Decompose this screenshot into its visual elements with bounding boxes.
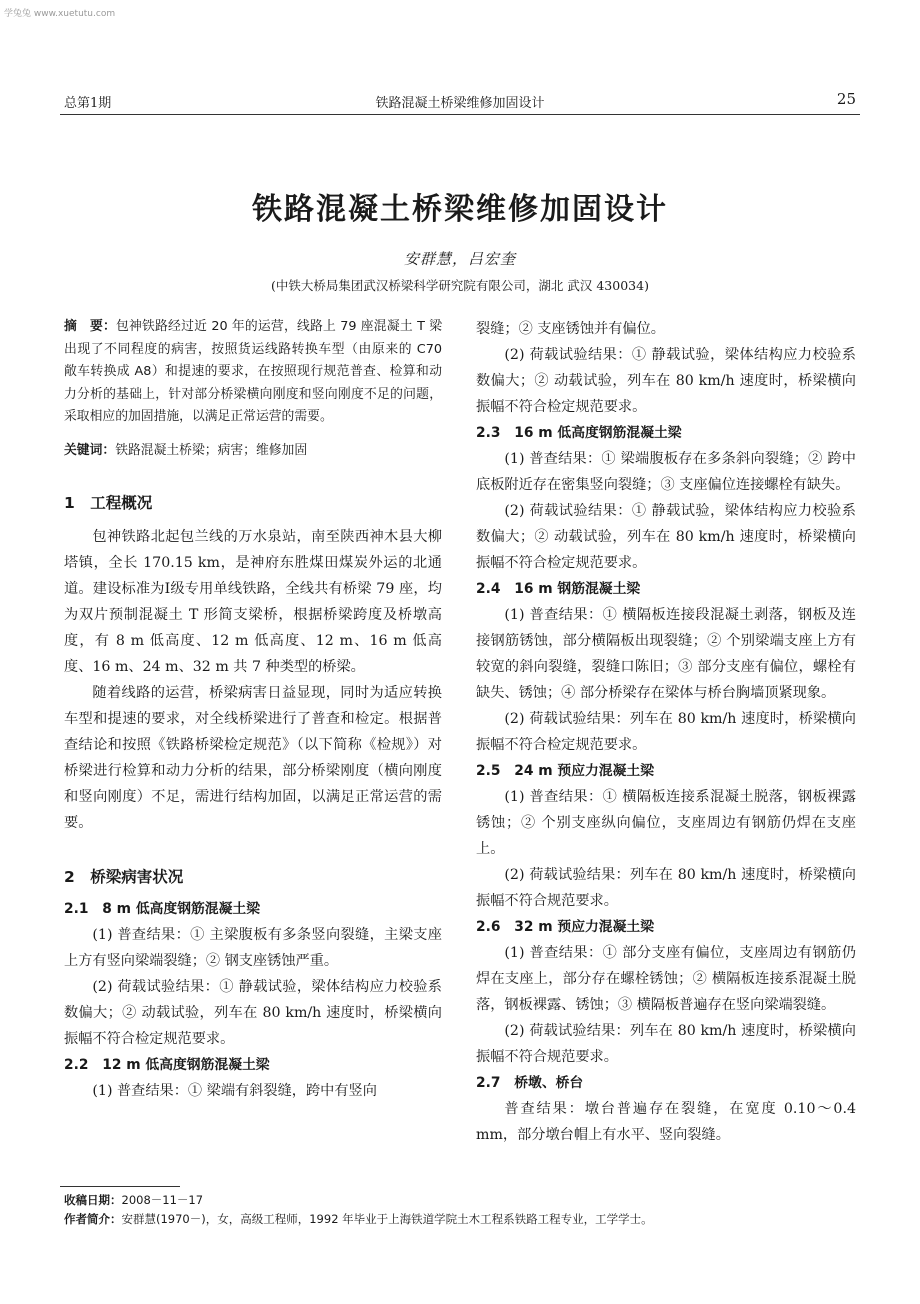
paper-title: 铁路混凝土桥梁维修加固设计 bbox=[252, 192, 668, 227]
section-2-heading: 2 桥梁病害状况 bbox=[64, 868, 184, 886]
header-rule bbox=[60, 114, 860, 115]
section-1-heading: 1 工程概况 bbox=[64, 494, 153, 512]
affiliation: (中铁大桥局集团武汉桥梁科学研究院有限公司，湖北 武汉 430034) bbox=[271, 278, 649, 293]
section-2-4-para-2: (2) 荷载试验结果：列车在 80 km/h 速度时，桥梁横向振幅不符合检定规范要求。 bbox=[476, 711, 856, 753]
watermark: 学兔兔 www.xuetutu.com bbox=[4, 9, 116, 19]
section-2-3-heading: 2.3 16 m 低高度钢筋混凝土梁 bbox=[476, 425, 682, 441]
section-2-3-para-1: (1) 普查结果：① 梁端腹板存在多条斜向裂缝；② 跨中底板附近存在密集竖向裂缝；③ 支座偏位连接螺栓有缺失。 bbox=[476, 451, 856, 493]
section-2-2-para-2: (2) 荷载试验结果：① 静载试验，梁体结构应力校验系数偏大；② 动载试验，列车在 80 km/h 速度时，桥梁横向振幅不符合检定规范要求。 bbox=[476, 347, 856, 415]
keywords-label: 关键词： bbox=[64, 442, 116, 458]
abstract-label: 摘 要： bbox=[64, 319, 117, 334]
left-column bbox=[64, 316, 442, 1104]
section-1-para-2: 随着线路的运营，桥梁病害日益显现，同时为适应转换车型和提速的要求，对全线桥梁进行了普查和检定。根据普查结论和按照《铁路桥梁检定规范》（以下简称《检规》）对桥梁进行检算和动力分析的结果，部分桥梁刚度（横向刚度和竖向刚度）不足，需进行结构加固，以满足正常运营的需要。 bbox=[64, 685, 442, 831]
received-label: 收稿日期： bbox=[64, 1193, 122, 1207]
section-1-para-1: 包神铁路北起包兰线的万水泉站，南至陕西神木县大柳塔镇，全长 170.15 km，是神府东胜煤田煤炭外运的北通道。建设标准为Ⅰ级专用单线铁路，全线共有桥梁 79 座，均为双片预制混凝土 T 形简支梁桥，根据桥梁跨度及桥墩高度，有 8 m 低高度、12 m 低高度、12 m、16 m 低高度、16 m、24 m、32 m 共 7 种类型的桥梁。 bbox=[64, 529, 442, 675]
author-bio-label: 作者简介： bbox=[64, 1212, 122, 1226]
section-2-7-heading: 2.7 桥墩、桥台 bbox=[476, 1075, 584, 1091]
page-number: 25 bbox=[836, 90, 856, 108]
received-date bbox=[64, 1192, 203, 1208]
section-2-1-heading: 2.1 8 m 低高度钢筋混凝土梁 bbox=[64, 901, 260, 917]
section-2-4-para-1: (1) 普查结果：① 横隔板连接段混凝土剥落，钢板及连接钢筋锈蚀，部分横隔板出现裂缝；② 个别梁端支座上方有较宽的斜向裂缝，裂缝口陈旧；③ 部分支座有偏位，螺栓有缺失、锈蚀；④ 部分桥梁存在梁体与桥台胸墙顶紧现象。 bbox=[476, 607, 856, 701]
running-title: 铁路混凝土桥梁维修加固设计 bbox=[375, 96, 545, 111]
keywords-text: 铁路混凝土桥梁；病害；维修加固 bbox=[115, 442, 308, 458]
section-2-2-para-1b: 裂缝；② 支座锈蚀并有偏位。 bbox=[476, 321, 665, 337]
abstract-text: 包神铁路经过近 20 年的运营，线路上 79 座混凝土 T 梁出现了不同程度的病害，按照货运线路转换车型（由原来的 C70 敞车转换成 A8）和提速的要求，在按照现行规范普查、检算和动力分析的基础上，针对部分桥梁横向刚度和竖向刚度不足的问题，采取相应的加固措施，以满足正常运营的需要。 bbox=[64, 319, 442, 424]
section-2-1-para-2: (2) 荷载试验结果：① 静载试验，梁体结构应力校验系数偏大；② 动载试验，列车在 80 km/h 速度时，桥梁横向振幅不符合检定规范要求。 bbox=[64, 979, 442, 1047]
section-2-6-para-1: (1) 普查结果：① 部分支座有偏位，支座周边有钢筋仍焊在支座上，部分存在螺栓锈蚀；② 横隔板连接系混凝土脱落，钢板裸露、锈蚀；③ 横隔板普遍存在竖向梁端裂缝。 bbox=[476, 945, 856, 1013]
author-bio bbox=[64, 1211, 653, 1227]
keywords bbox=[64, 440, 442, 463]
right-column bbox=[476, 316, 856, 1148]
abstract bbox=[64, 316, 442, 429]
section-2-5-para-1: (1) 普查结果：① 横隔板连接系混凝土脱落，钢板裸露锈蚀；② 个别支座纵向偏位，支座周边有钢筋仍焊在支座上。 bbox=[476, 789, 856, 857]
section-2-4-heading: 2.4 16 m 钢筋混凝土梁 bbox=[476, 581, 641, 597]
section-2-1-para-1: (1) 普查结果：① 主梁腹板有多条竖向裂缝，主梁支座上方有竖向梁端裂缝；② 钢支座锈蚀严重。 bbox=[64, 927, 442, 969]
section-2-2-para-1a: (1) 普查结果：① 梁端有斜裂缝，跨中有竖向 bbox=[92, 1083, 377, 1099]
section-2-3-para-2: (2) 荷载试验结果：① 静载试验，梁体结构应力校验系数偏大；② 动载试验，列车在 80 km/h 速度时，桥梁横向振幅不符合检定规范要求。 bbox=[476, 503, 856, 571]
section-2-7-para-1: 普查结果：墩台普遍存在裂缝，在宽度 0.10～0.4 mm，部分墩台帽上有水平、竖向裂缝。 bbox=[476, 1101, 856, 1143]
section-2-2-heading: 2.2 12 m 低高度钢筋混凝土梁 bbox=[64, 1057, 270, 1073]
section-2-5-heading: 2.5 24 m 预应力混凝土梁 bbox=[476, 763, 654, 779]
issue-number: 总第1期 bbox=[64, 96, 112, 111]
footnote-rule bbox=[60, 1186, 180, 1187]
section-2-6-para-2: (2) 荷载试验结果：列车在 80 km/h 速度时，桥梁横向振幅不符合规范要求。 bbox=[476, 1023, 856, 1065]
section-2-5-para-2: (2) 荷载试验结果：列车在 80 km/h 速度时，桥梁横向振幅不符合规范要求。 bbox=[476, 867, 856, 909]
author-bio-value: 安群慧(1970－)，女，高级工程师，1992 年毕业于上海铁道学院土木工程系铁路工程专业，工学学士。 bbox=[121, 1212, 653, 1226]
authors: 安群慧，吕宏奎 bbox=[403, 250, 516, 268]
section-2-6-heading: 2.6 32 m 预应力混凝土梁 bbox=[476, 919, 654, 935]
received-value: 2008－11－17 bbox=[121, 1193, 204, 1207]
